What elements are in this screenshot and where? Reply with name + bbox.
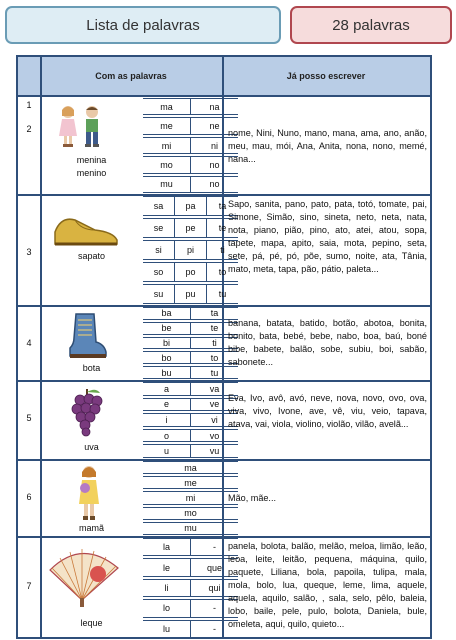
syllable-row bbox=[143, 337, 238, 350]
syllable-cell: po bbox=[175, 263, 207, 281]
syllable-row bbox=[143, 322, 238, 335]
syllable-cell: ta bbox=[218, 201, 227, 211]
syllable-row bbox=[143, 351, 238, 364]
fan-icon bbox=[46, 544, 126, 608]
syllable-row bbox=[143, 98, 238, 115]
syllable-row bbox=[143, 599, 238, 617]
syllable-cell: si bbox=[143, 241, 175, 259]
syllable-row bbox=[143, 307, 238, 320]
boot-icon bbox=[66, 312, 108, 360]
word-caption: menina bbox=[76, 155, 107, 165]
page-title: Lista de palavras bbox=[86, 16, 200, 34]
syllable-cell: a bbox=[143, 383, 191, 395]
word-list: Eva, Ivo, avô, avó, neve, nova, novo, ovo, ova, viva, vivo, Ivone, ave, vê, viu, veio, tapava, atava, vai, viola, violino, violão, vilão, avelã... bbox=[228, 393, 427, 429]
row-number: 4 bbox=[26, 338, 32, 348]
syllable-cell: sa bbox=[143, 197, 175, 215]
syllable-cell: me bbox=[184, 477, 197, 488]
syllable-cell: su bbox=[143, 285, 175, 303]
syllable-cell: tu bbox=[210, 367, 219, 378]
syllable-cell: to bbox=[218, 267, 227, 277]
syllable-cell: qui bbox=[208, 583, 221, 594]
syllable-cell: vi bbox=[211, 414, 218, 425]
syllable-cell: to bbox=[210, 352, 219, 363]
syllable-cell: no bbox=[209, 159, 220, 170]
word-count-pill bbox=[290, 6, 452, 44]
syllable-cell: no bbox=[209, 179, 220, 190]
syllable-cell: ve bbox=[209, 399, 220, 410]
syllable-cell: ti bbox=[212, 337, 217, 348]
syllable-cell: u bbox=[143, 445, 191, 457]
word-list: Mão, mãe... bbox=[228, 493, 277, 503]
girl-and-boy-icon bbox=[56, 104, 106, 150]
syllable-cell: pa bbox=[175, 197, 207, 215]
syllable-row bbox=[143, 413, 238, 427]
syllable-cell: tu bbox=[218, 289, 227, 299]
syllable-cell: bu bbox=[143, 367, 191, 378]
syllable-row bbox=[143, 461, 238, 474]
syllable-row bbox=[143, 117, 238, 134]
syllable-group bbox=[143, 307, 238, 379]
syllable-group bbox=[143, 98, 238, 193]
syllable-row bbox=[143, 620, 238, 638]
syllable-cell: i bbox=[143, 414, 191, 426]
shoe-icon bbox=[51, 210, 121, 248]
row-number: 1 bbox=[26, 100, 32, 110]
syllable-row bbox=[143, 366, 238, 379]
syllable-cell: mu bbox=[143, 177, 191, 192]
word-list: Sapo, sanita, pano, pato, pata, totó, tomate, pai, Simone, Simão, sino, sineta, neto, neta, nata, nota, piano, pião, pino, ato, atei, atou, sopa, tapete, mapa, apito, saia, mota, pepino, seta, sete, pá, pé, pó, põe, sumo, noite, ata, Tânia, mato, meta, tapa, pão, pátio, paleta... bbox=[228, 199, 427, 274]
syllable-cell: o bbox=[143, 430, 191, 442]
syllable-cell: ma bbox=[184, 462, 197, 473]
syllable-cell: be bbox=[143, 323, 191, 334]
syllable-cell: ni bbox=[210, 140, 218, 151]
word-caption: leque bbox=[80, 618, 103, 628]
word-caption: menino bbox=[76, 168, 107, 178]
syllable-row bbox=[143, 284, 238, 304]
syllable-cell: te bbox=[218, 223, 227, 233]
syllable-row bbox=[143, 156, 238, 173]
syllable-cell: - bbox=[213, 542, 216, 553]
syllable-cell: ba bbox=[143, 308, 191, 319]
syllable-cell: mi bbox=[143, 138, 191, 153]
syllable-cell: na bbox=[209, 101, 220, 112]
mother-icon bbox=[73, 464, 105, 522]
syllable-cell: lu bbox=[143, 621, 191, 637]
syllable-row bbox=[143, 491, 238, 504]
word-caption: uva bbox=[84, 442, 99, 452]
syllable-cell: vu bbox=[209, 446, 220, 457]
word-caption: bota bbox=[82, 363, 101, 373]
word-table bbox=[16, 55, 432, 639]
row-number: 2 bbox=[26, 124, 32, 134]
syllable-cell: vo bbox=[209, 430, 220, 441]
word-list: panela, bolota, balão, melão, meloa, limão, leão, leoa, leite, leitão, pequena, máquina, quilo, paquete, Liliana, bola, papoila, tulipa, mala, mola, bolo, lua, queque, leme, lima, aquele, aquela, aquilo, salão, , sala, selo, pêlo, baleia, lobo, baile, pele, pulo, bolota, Daniela, bule, omeleta, aqui, quilo, quieto... bbox=[228, 541, 427, 629]
syllable-cell: te bbox=[210, 323, 219, 334]
syllable-group bbox=[143, 538, 238, 638]
syllable-cell: se bbox=[143, 219, 175, 237]
syllable-group bbox=[143, 461, 238, 535]
header-number-cell bbox=[18, 57, 40, 97]
syllable-row bbox=[143, 522, 238, 535]
syllable-cell: ti bbox=[220, 245, 225, 255]
word-count: 28 palavras bbox=[332, 16, 410, 34]
word-list: nome, Nini, Nuno, mano, mana, ama, ano, anão, meu, mau, mói, Ana, Anita, nona, nono, memé, nana... bbox=[228, 128, 427, 164]
syllable-cell: bi bbox=[143, 338, 191, 349]
syllable-cell: e bbox=[143, 399, 191, 411]
syllable-cell: - bbox=[213, 603, 216, 614]
syllable-row bbox=[143, 476, 238, 489]
syllable-cell: la bbox=[143, 539, 191, 555]
word-list: banana, batata, batido, botão, abotoa, bonita, bonito, bata, bebé, bebe, nabo, boa, baú, boné bibe, babete, balão, sobe, subiu, boi, sabão, sabonete... bbox=[228, 318, 427, 367]
header-left-cell: Com as palavras bbox=[40, 57, 222, 97]
syllable-row bbox=[143, 137, 238, 154]
syllable-cell: mi bbox=[185, 493, 196, 503]
syllable-row bbox=[143, 240, 238, 260]
syllable-cell: me bbox=[143, 118, 191, 133]
syllable-row bbox=[143, 196, 238, 216]
syllable-row bbox=[143, 444, 238, 458]
syllable-group bbox=[143, 382, 238, 458]
word-caption: sapato bbox=[77, 251, 106, 261]
syllable-cell: pu bbox=[175, 285, 207, 303]
syllable-row bbox=[143, 507, 238, 520]
grapes-icon bbox=[68, 387, 106, 437]
syllable-row bbox=[143, 176, 238, 193]
syllable-cell: lo bbox=[143, 600, 191, 616]
syllable-row bbox=[143, 429, 238, 443]
syllable-row bbox=[143, 262, 238, 282]
syllable-row bbox=[143, 558, 238, 576]
syllable-cell: mo bbox=[184, 508, 197, 519]
row-number: 6 bbox=[26, 492, 32, 502]
syllable-cell: pi bbox=[175, 241, 207, 259]
syllable-row bbox=[143, 538, 238, 556]
word-caption: mamã bbox=[78, 523, 104, 533]
syllable-row bbox=[143, 382, 238, 396]
syllable-cell: mo bbox=[143, 157, 191, 172]
syllable-row bbox=[143, 398, 238, 412]
syllable-cell: mu bbox=[184, 523, 197, 534]
divider bbox=[40, 57, 42, 637]
syllable-cell: - bbox=[213, 623, 216, 634]
syllable-cell: que bbox=[206, 562, 223, 573]
row-number: 7 bbox=[26, 581, 32, 591]
header-right-cell: Já posso escrever bbox=[222, 57, 430, 97]
syllable-row bbox=[143, 218, 238, 238]
title-pill bbox=[5, 6, 281, 44]
syllable-row bbox=[143, 579, 238, 597]
syllable-cell: ta bbox=[210, 308, 219, 319]
syllable-cell: le bbox=[143, 559, 191, 575]
syllable-cell: pe bbox=[175, 219, 207, 237]
syllable-cell: li bbox=[143, 580, 191, 596]
syllable-cell: bo bbox=[143, 352, 191, 363]
syllable-cell: ma bbox=[143, 99, 191, 114]
syllable-cell: ne bbox=[209, 121, 220, 132]
row-number: 3 bbox=[26, 247, 32, 257]
row-number: 5 bbox=[26, 413, 32, 423]
syllable-cell: va bbox=[209, 383, 220, 394]
syllable-cell: so bbox=[143, 263, 175, 281]
syllable-group bbox=[143, 196, 238, 304]
